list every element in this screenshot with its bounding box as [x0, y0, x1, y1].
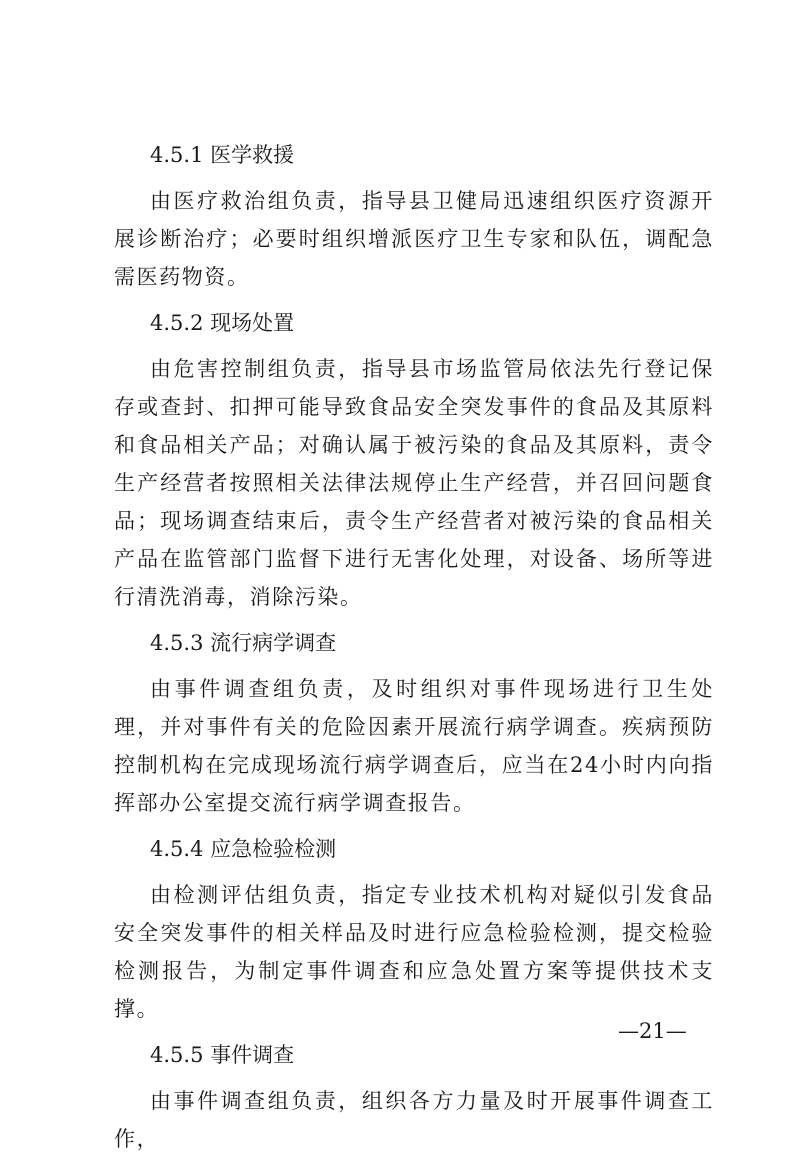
- section-paragraph-4-5-5: 由事件调查组负责，组织各方力量及时开展事件调查工作，: [114, 1089, 714, 1151]
- section-paragraph-4-5-1: 由医疗救治组负责，指导县卫健局迅速组织医疗资源开展诊断治疗；必要时组织增派医疗卫生专家和队伍，调配急需医药物资。: [114, 189, 714, 289]
- document-body: [114, 136, 714, 1166]
- section-heading-4-5-3: 4.5.3 流行病学调查: [150, 631, 337, 655]
- section-paragraph-4-5-3: 由事件调查组负责，及时组织对事件现场进行卫生处理，并对事件有关的危险因素开展流行病学调查。疾病预防控制机构在完成现场流行病学调查后，应当在24小时内向指挥部办公室提交流行病学调查报告。: [114, 677, 714, 815]
- section-heading-4-5-5: 4.5.5 事件调查: [150, 1043, 295, 1067]
- section-heading-4-5-2: 4.5.2 现场处置: [150, 311, 295, 335]
- section-heading-4-5-4: 4.5.4 应急检验检测: [150, 837, 337, 861]
- section-paragraph-4-5-4: 由检测评估组负责，指定专业技术机构对疑似引发食品安全突发事件的相关样品及时进行应急检验检测，提交检验检测报告，为制定事件调查和应急处置方案等提供技术支撑。: [114, 883, 714, 1021]
- section-heading-4-5-1: 4.5.1 医学救援: [150, 143, 295, 167]
- page-number: —21—: [618, 1019, 687, 1043]
- section-paragraph-4-5-2: 由危害控制组负责，指导县市场监管局依法先行登记保存或查封、扣押可能导致食品安全突发事件的食品及其原料和食品相关产品；对确认属于被污染的食品及其原料，责令生产经营者按照相关法律法规停止生产经营，并召回问题食品；现场调查结束后，责令生产经营者对被污染的食品相关产品在监管部门监督下进行无害化处理，对设备、场所等进行清洗消毒，消除污染。: [114, 357, 714, 609]
